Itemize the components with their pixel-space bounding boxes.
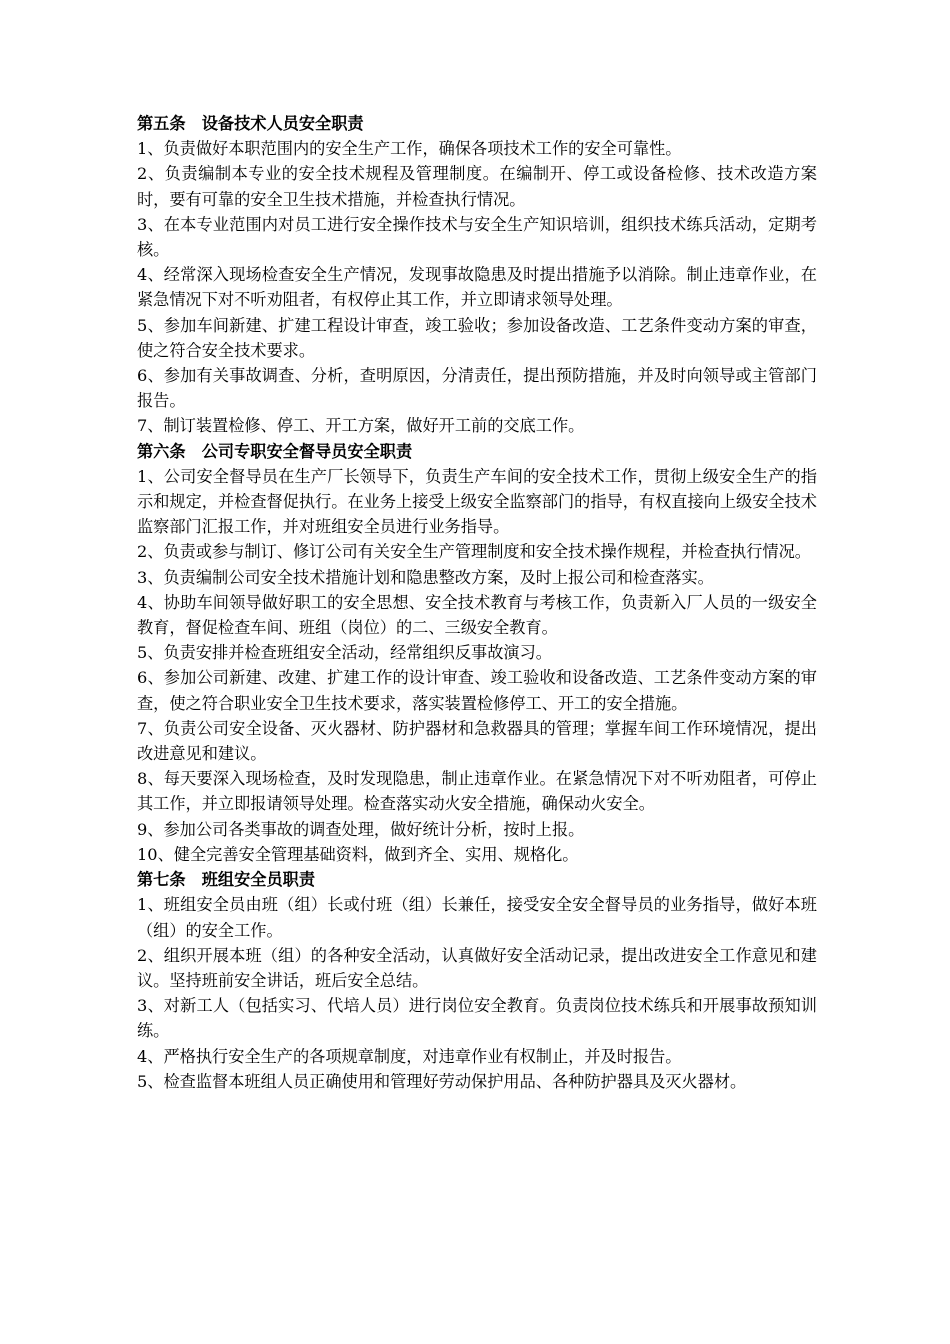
clause-item: 2、组织开展本班（组）的各种安全活动，认真做好安全活动记录，提出改进安全工作意见和建议。坚持班前安全讲话，班后安全总结。: [137, 945, 817, 990]
clause-item: 3、在本专业范围内对员工进行安全操作技术与安全生产知识培训，组织技术练兵活动，定期考核。: [137, 214, 817, 260]
clause-item: 4、协助车间领导做好职工的安全思想、安全技术教育与考核工作，负责新入厂人员的一级安全教育，督促检查车间、班组（岗位）的二、三级安全教育。: [137, 592, 817, 638]
clause-item: 2、负责或参与制订、修订公司有关安全生产管理制度和安全技术操作规程，并检查执行情况。: [137, 542, 811, 562]
clause-item: 10、健全完善安全管理基础资料，做到齐全、实用、规格化。: [137, 844, 579, 864]
section-heading: 第六条 公司专职安全督导员安全职责: [137, 441, 413, 461]
clause-item: 6、参加有关事故调查、分析，查明原因，分清责任，提出预防措施，并及时向领导或主管部门报告。: [137, 366, 817, 411]
document-page: [137, 111, 817, 1094]
clause-item: 4、严格执行安全生产的各项规章制度，对违章作业有权制止，并及时报告。: [137, 1046, 682, 1066]
clause-item: 9、参加公司各类事故的调查处理，做好统计分析，按时上报。: [137, 819, 585, 839]
clause-list: [137, 136, 817, 438]
clause-item: 1、公司安全督导员在生产厂长领导下，负责生产车间的安全技术工作，贯彻上级安全生产的指示和规定，并检查督促执行。在业务上接受上级安全监察部门的指导，有权直接向上级安全技术监察部门汇报工作，并对班组安全员进行业务指导。: [137, 466, 817, 537]
clause-list: [137, 892, 817, 1094]
clause-item: 3、对新工人（包括实习、代培人员）进行岗位安全教育。负责岗位技术练兵和开展事故预知训练。: [137, 996, 817, 1041]
clause-item: 1、班组安全员由班（组）长或付班（组）长兼任，接受安全安全督导员的业务指导，做好本班（组）的安全工作。: [137, 895, 817, 940]
clause-item: 8、每天要深入现场检查，及时发现隐患，制止违章作业。在紧急情况下对不听劝阻者，可停止其工作，并立即报请领导处理。检查落实动火安全措施，确保动火安全。: [137, 769, 817, 814]
section-heading: 第七条 班组安全员职责: [137, 870, 316, 890]
clause-list: [137, 464, 817, 867]
section-article-7: [137, 867, 817, 1094]
clause-item: 4、经常深入现场检查安全生产情况，发现事故隐患及时提出措施予以消除。制止违章作业，在紧急情况下对不听劝阻者，有权停止其工作，并立即请求领导处理。: [137, 265, 817, 310]
clause-item: 3、负责编制公司安全技术措施计划和隐患整改方案，及时上报公司和检查落实。: [137, 567, 714, 587]
clause-item: 7、负责公司安全设备、灭火器材、防护器材和急救器具的管理；掌握车间工作环境情况，提出改进意见和建议。: [137, 718, 817, 764]
clause-item: 5、检查监督本班组人员正确使用和管理好劳动保护用品、各种防护器具及灭火器材。: [137, 1071, 747, 1091]
section-article-6: [137, 439, 817, 867]
section-heading: 第五条 设备技术人员安全职责: [137, 114, 364, 133]
clause-item: 2、负责编制本专业的安全技术规程及管理制度。在编制开、停工或设备检修、技术改造方案时，要有可靠的安全卫生技术措施，并检查执行情况。: [137, 164, 817, 209]
section-article-5: [137, 111, 817, 439]
clause-item: 1、负责做好本职范围内的安全生产工作，确保各项技术工作的安全可靠性。: [137, 139, 682, 159]
clause-item: 6、参加公司新建、改建、扩建工作的设计审查、竣工验收和设备改造、工艺条件变动方案的审查，使之符合职业安全卫生技术要求，落实装置检修停工、开工的安全措施。: [137, 668, 817, 713]
clause-item: 5、负责安排并检查班组安全活动，经常组织反事故演习。: [137, 643, 552, 663]
clause-item: 5、参加车间新建、扩建工程设计审查，竣工验收；参加设备改造、工艺条件变动方案的审查，使之符合安全技术要求。: [137, 315, 817, 360]
clause-item: 7、制订装置检修、停工、开工方案，做好开工前的交底工作。: [137, 416, 585, 436]
